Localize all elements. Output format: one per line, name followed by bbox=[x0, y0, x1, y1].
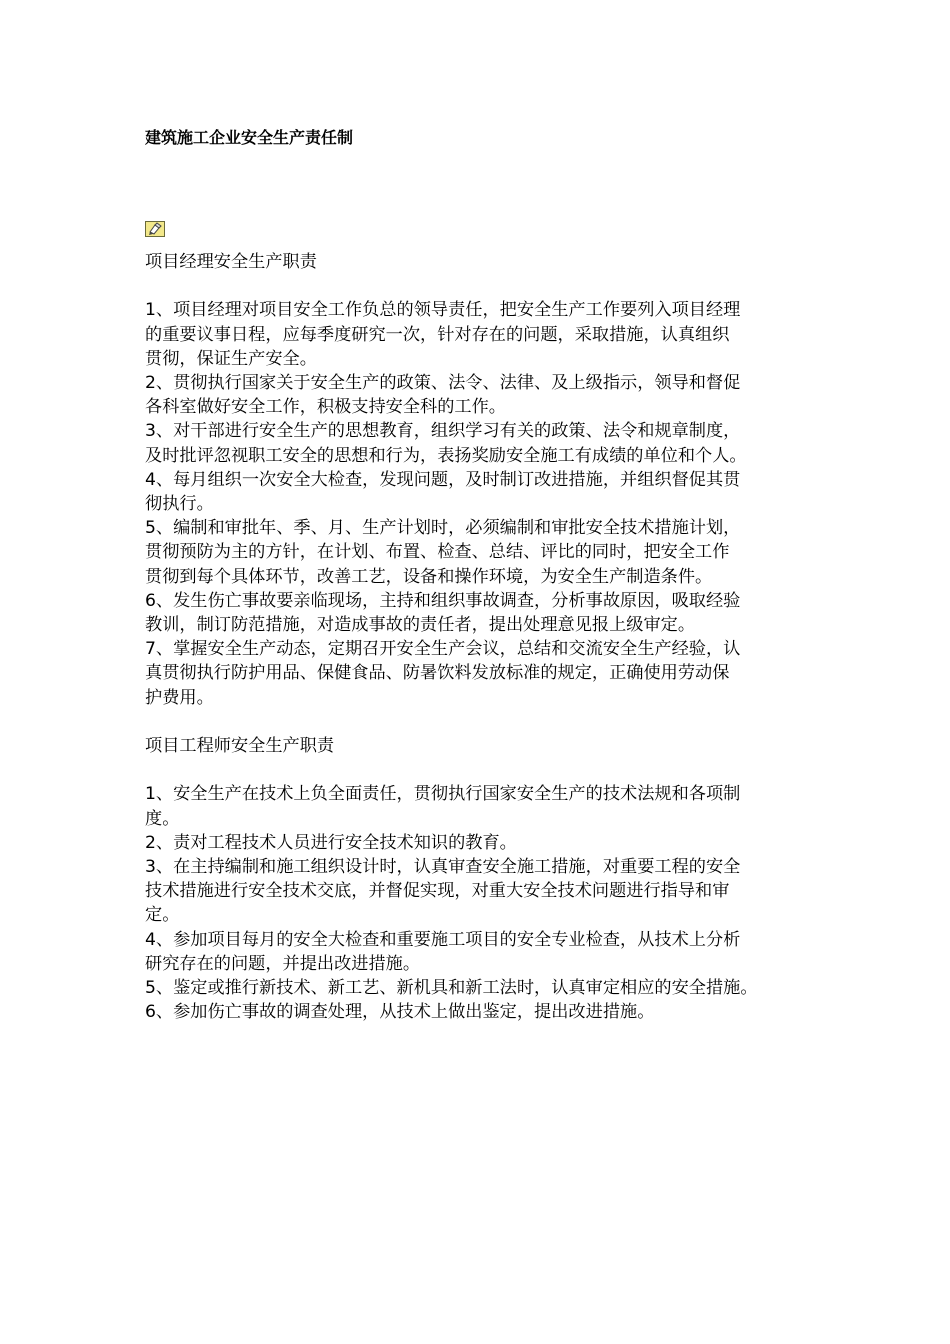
duty-item-line: 5、鉴定或推行新技术、新工艺、新机具和新工法时，认真审定相应的安全措施。 bbox=[145, 978, 758, 999]
duty-item-line: 4、参加项目每月的安全大检查和重要施工项目的安全专业检查，从技术上分析 bbox=[145, 929, 741, 950]
duty-item-line: 各科室做好安全工作，积极支持安全科的工作。 bbox=[145, 397, 506, 418]
duty-item-line: 1、安全生产在技术上负全面责任，贯彻执行国家安全生产的技术法规和各项制 bbox=[145, 784, 741, 805]
duty-item-line: 技术措施进行安全技术交底，并督促实现，对重大安全技术问题进行指导和审 bbox=[145, 881, 730, 902]
duty-item-line: 5、编制和审批年、季、月、生产计划时，必须编制和审批安全技术措施计划， bbox=[145, 518, 741, 539]
duty-item-line: 贯彻到每个具体环节，改善工艺，设备和操作环境，为安全生产制造条件。 bbox=[145, 566, 713, 587]
section-spacer bbox=[145, 710, 845, 734]
section-heading: 项目工程师安全生产职责 bbox=[145, 736, 335, 757]
section-spacer bbox=[145, 758, 845, 782]
duty-item-line: 3、对干部进行安全生产的思想教育，组织学习有关的政策、法令和规章制度， bbox=[145, 421, 741, 442]
duty-item-line: 护费用。 bbox=[145, 687, 214, 708]
duty-item-line: 2、责对工程技术人员进行安全技术知识的教育。 bbox=[145, 832, 517, 853]
duty-item-line: 彻执行。 bbox=[145, 494, 214, 515]
document-title: 建筑施工企业安全生产责任制 bbox=[145, 128, 354, 147]
duty-item-line: 定。 bbox=[145, 905, 180, 926]
duty-item-line: 6、参加伤亡事故的调查处理，从技术上做出鉴定，提出改进措施。 bbox=[145, 1002, 655, 1023]
duty-item-line: 4、每月组织一次安全大检查，发现问题，及时制订改进措施，并组织督促其贯 bbox=[145, 469, 741, 490]
duty-item-line: 3、在主持编制和施工组织设计时，认真审查安全施工措施，对重要工程的安全 bbox=[145, 857, 741, 878]
duty-item-line: 及时批评忽视职工安全的思想和行为，表扬奖励安全施工有成绩的单位和个人。 bbox=[145, 445, 747, 466]
duty-item-line: 教训，制订防范措施，对造成事故的责任者，提出处理意见报上级审定。 bbox=[145, 615, 696, 636]
document-note-icon[interactable] bbox=[145, 221, 165, 237]
document-body bbox=[145, 250, 845, 1024]
duty-item-line: 贯彻，保证生产安全。 bbox=[145, 348, 317, 369]
duty-item-line: 的重要议事日程，应每季度研究一次，针对存在的问题，采取措施，认真组织 bbox=[145, 324, 730, 345]
duty-item-line: 真贯彻执行防护用品、保健食品、防暑饮料发放标准的规定，正确使用劳动保 bbox=[145, 663, 730, 684]
duty-item-line: 度。 bbox=[145, 808, 180, 829]
section-spacer bbox=[145, 274, 845, 298]
duty-item-line: 2、贯彻执行国家关于安全生产的政策、法令、法律、及上级指示，领导和督促 bbox=[145, 373, 741, 393]
duty-item-line: 1、项目经理对项目安全工作负总的领导责任，把安全生产工作要列入项目经理 bbox=[145, 300, 741, 321]
section-heading: 项目经理安全生产职责 bbox=[145, 252, 317, 272]
duty-item-line: 6、发生伤亡事故要亲临现场，主持和组织事故调查，分析事故原因，吸取经验 bbox=[145, 590, 741, 611]
duty-item-line: 研究存在的问题，并提出改进措施。 bbox=[145, 953, 421, 974]
duty-item-line: 贯彻预防为主的方针，在计划、布置、检查、总结、评比的同时，把安全工作 bbox=[145, 542, 730, 563]
duty-item-line: 7、掌握安全生产动态，定期召开安全生产会议，总结和交流安全生产经验，认 bbox=[145, 639, 741, 660]
